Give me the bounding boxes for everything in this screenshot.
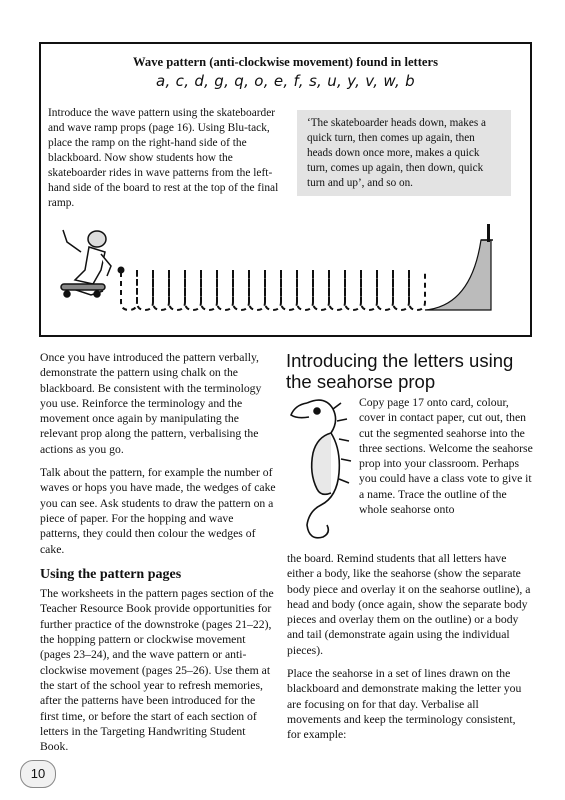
seahorse-text-narrow: Copy page 17 onto card, colour, cover in contact paper, cut out, then cut the segmented seahorse into the three sections. Welcome the seahorse prop into your classroom. Perhaps you could have a class vote to give it a name. Trace the outline of the whole seahorse onto	[359, 396, 533, 517]
skateboarder-icon	[61, 230, 111, 297]
box-intro-text: Introduce the wave pattern using the skateboarder and wave ramp props (page 16). Using Blu-tack, place the ramp on the right-hand side of the blackboard. Now show students how the skateboarder rides in wave patterns from the left-hand side of the board to rest at the top of the final ramp.	[48, 107, 279, 209]
seahorse-para-1-cont: the board. Remind students that all letters have either a body, like the seahorse (show the separate body piece and overlay it on the seahorse outline), a head and body (once again, show the separate body pieces and overlay them on the outline) or a body and tail (demonstrate again using the individual pieces).	[287, 552, 531, 657]
seahorse-text-wide	[287, 551, 532, 751]
left-para-1: Once you have introduced the pattern verbally, demonstrate the pattern using chalk on the blackboard. Be consistent with the terminology you use. Reinforce the terminology and the movement once again by manipulating the relevant prop along the pattern, verbalising the actions as you go.	[40, 351, 262, 456]
left-column	[40, 350, 276, 762]
seahorse-para-2: Place the seahorse in a set of lines drawn on the blackboard and demonstrate making the letter you are focusing on for that day. Verbalise all movements and keep the terminology consistent, for example:	[287, 667, 522, 742]
wave-pattern-illustration	[41, 44, 530, 335]
wave-path	[121, 270, 425, 310]
left-para-2: Talk about the pattern, for example the number of waves or hops you have made, the wedges of cake you can see. Ask students to draw the pattern on a piece of paper. For the hopping and wave patterns, they could then colour the wedges of cake.	[40, 466, 276, 556]
seahorse-heading: Introducing the letters using the seahorse prop	[286, 350, 514, 392]
ramp-icon	[425, 224, 493, 310]
wave-pattern-box	[39, 42, 532, 337]
box-letters: a, c, d, g, q, o, e, f, s, u, y, v, w, b	[156, 72, 415, 90]
box-title: Wave pattern (anti-clockwise movement) found in letters	[133, 55, 438, 69]
quote-panel: ‘The skateboarder heads down, makes a quick turn, then comes up again, then heads down once more, makes a quick turn, comes up again, then down, quick turn and up’, and so on.	[297, 110, 511, 196]
left-para-3: The worksheets in the pattern pages section of the Teacher Resource Book provide opportunities for further practice of the downstroke (pages 21–22), the hopping pattern or clockwise movement (pages 23–24), and the wave pattern or anti-clockwise movement (pages 25–26). Use them at the start of the school year to refresh memories, after the patterns have been introduced for the first time, or before the start of each section of letters in the Targeting Handwriting Student Book.	[40, 587, 274, 754]
seahorse-icon	[287, 393, 357, 548]
page-number: 10	[20, 760, 56, 788]
pattern-pages-heading: Using the pattern pages	[40, 566, 182, 582]
